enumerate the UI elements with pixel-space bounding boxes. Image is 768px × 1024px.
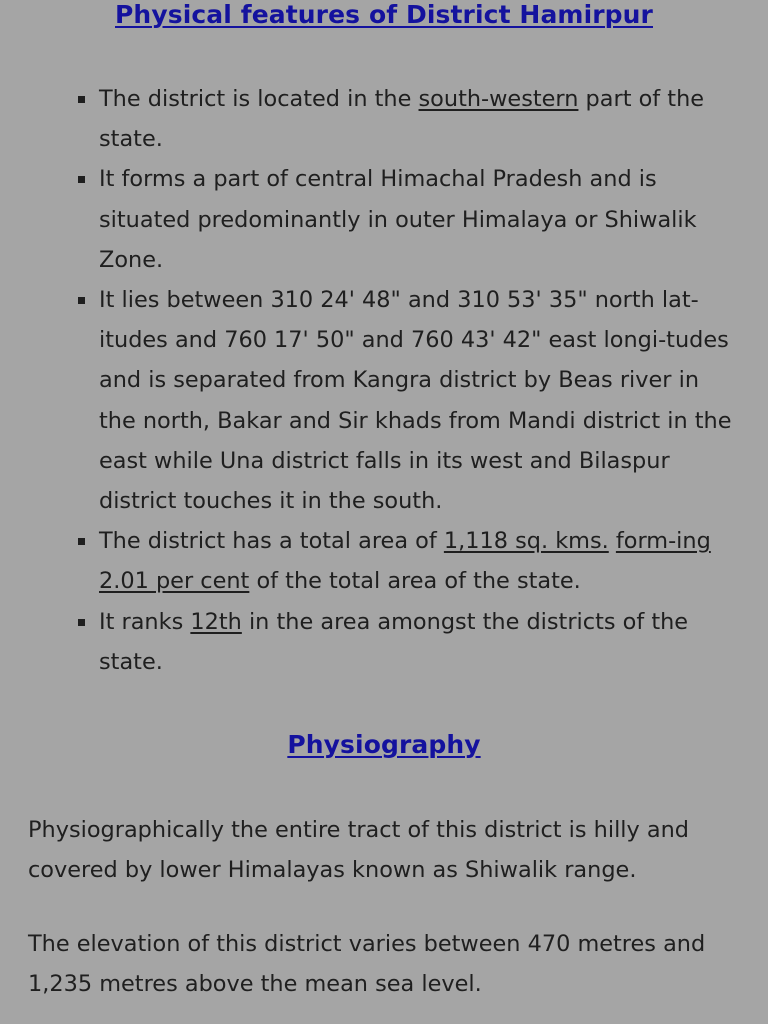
- feature-text: of the total area of the state.: [249, 568, 581, 595]
- feature-text: in the area amongst the districts of the state.: [99, 608, 689, 675]
- underlined-term[interactable]: 1,118 sq. kms.: [443, 528, 609, 555]
- underlined-term[interactable]: 12th: [190, 608, 242, 635]
- feature-list-item: [0, 602, 768, 682]
- bullet-icon: [78, 176, 85, 183]
- bullet-icon: [78, 297, 85, 304]
- heading-wrapper: [0, 0, 768, 33]
- feature-text: part of the state.: [99, 86, 705, 153]
- feature-text: It lies between 310 24' 48" and 310 53' 35" north lat-itudes and 760 17' 50" and 760 43' 42" east longi-tudes and is separated from Kangra district by Beas river in the north, Bakar and Sir khads from Mandi district in the east while Una district falls in its west and Bilaspur district touches it in the south.: [99, 287, 732, 515]
- feature-text: It forms a part of central Himachal Pradesh and is situated predominantly in outer Himalaya or Shiwalik Zone.: [99, 166, 697, 273]
- physiography-paragraph: Physiographically the entire tract of this district is hilly and covered by lower Himalayas known as Shiwalik range.: [28, 817, 690, 884]
- bullet-icon: [78, 619, 85, 626]
- physiography-heading-link[interactable]: Physiography: [287, 730, 481, 759]
- feature-list-item: [0, 280, 768, 521]
- feature-text: The district has a total area of: [99, 528, 444, 555]
- bullet-icon: [78, 538, 85, 545]
- feature-text: The district is located in the: [99, 86, 419, 112]
- feature-list-item: [0, 521, 768, 601]
- feature-list-item: [0, 159, 768, 280]
- underlined-term[interactable]: form-ing 2.01 per cent: [99, 528, 711, 595]
- features-list: [0, 79, 768, 682]
- bullet-icon: [78, 96, 85, 103]
- feature-list-item: [0, 79, 768, 159]
- underlined-term[interactable]: south-western: [418, 86, 579, 112]
- feature-text: It ranks: [99, 608, 191, 635]
- district-features-heading-link[interactable]: Physical features of District Hamirpur: [115, 0, 653, 29]
- elevation-paragraph: The elevation of this district varies between 470 metres and 1,235 metres above the mean sea level.: [28, 931, 706, 998]
- physiography-heading-wrapper: [0, 730, 768, 763]
- feature-text: [609, 528, 616, 554]
